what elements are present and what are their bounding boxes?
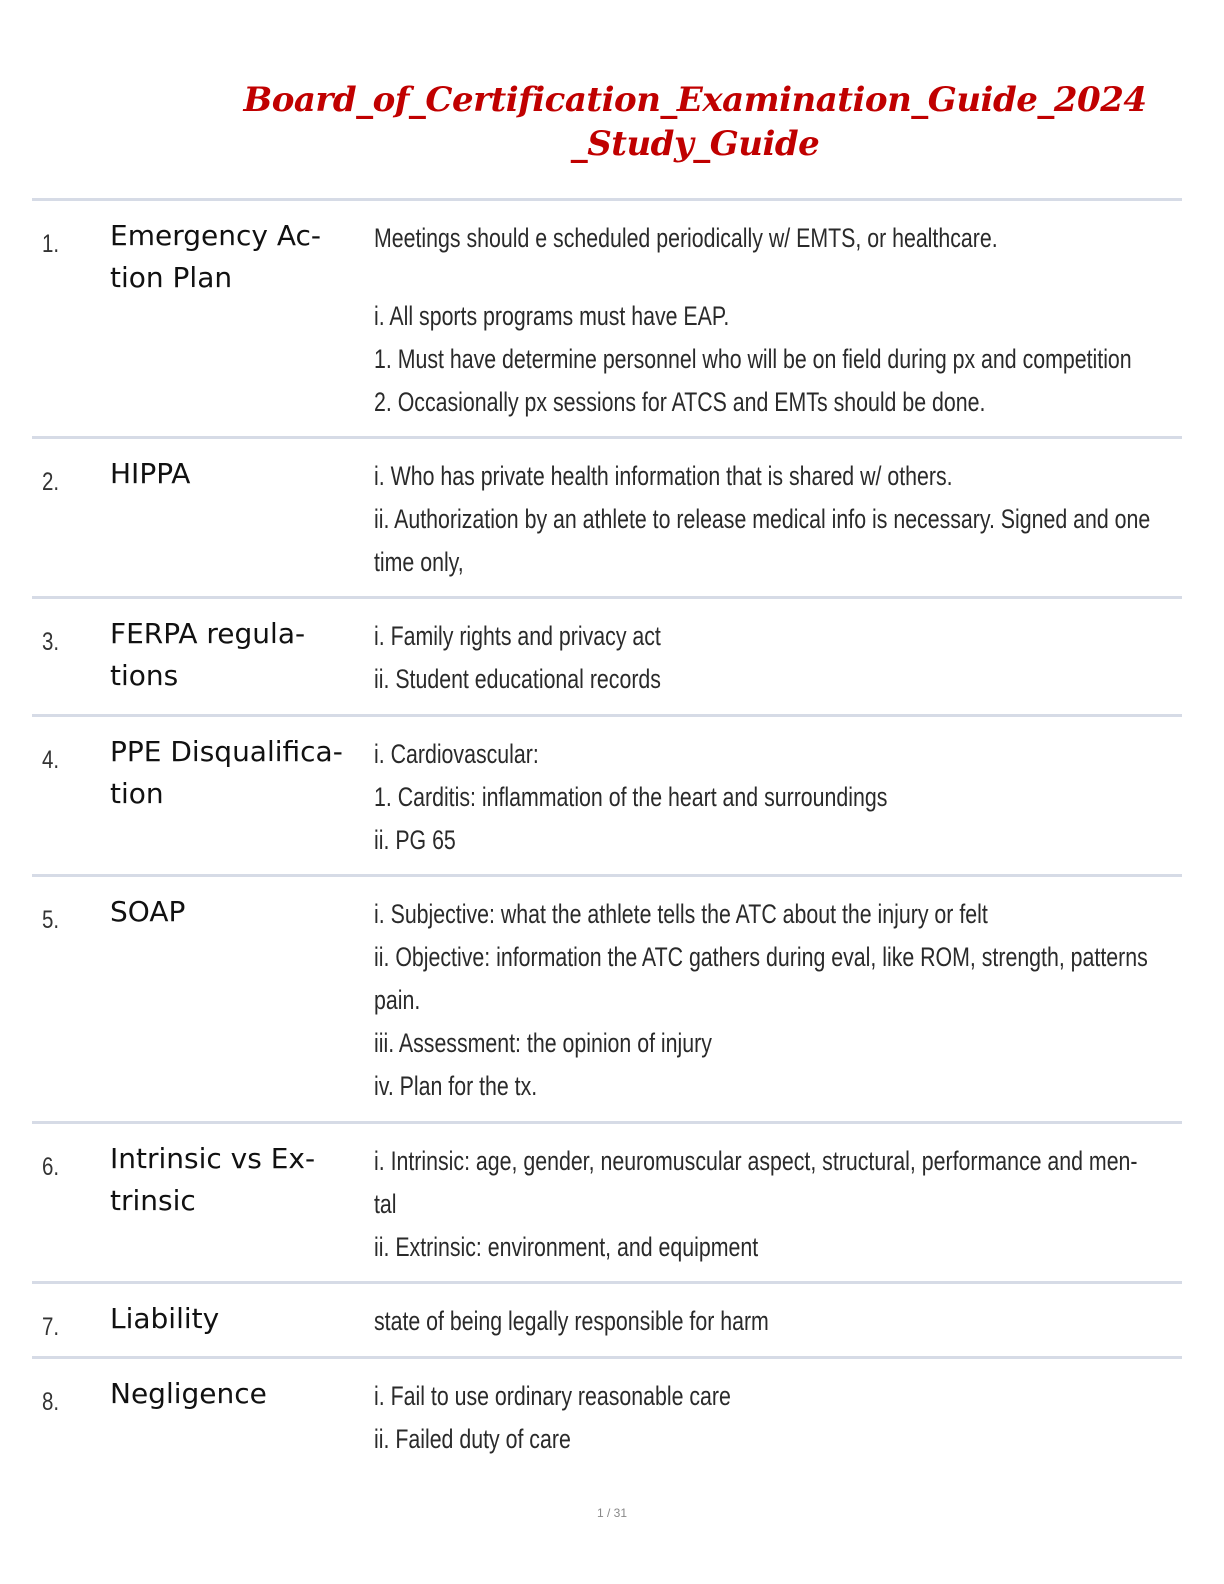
description-line: i. All sports programs must have EAP. [374, 301, 730, 331]
row-number: 5. [42, 906, 60, 934]
description-line: i. Cardiovascular: [374, 739, 539, 769]
description-line: Meetings should e scheduled periodically w/ EMTS, or healthcare. [374, 223, 998, 253]
description-line: ii. Student educational records [374, 664, 661, 694]
row-term [110, 215, 360, 299]
description-line: time only, [374, 547, 464, 577]
term-line: Emergency Ac- [110, 219, 321, 252]
title-line-2: _Study_Guide [570, 124, 820, 164]
term-line: Intrinsic vs Ex- [110, 1142, 316, 1175]
row-description [374, 733, 1164, 862]
row-term [110, 613, 360, 697]
page-number: 1 / 31 [596, 1506, 628, 1520]
row-description [374, 455, 1164, 584]
table-row [32, 1124, 1182, 1281]
paragraph-gap [374, 260, 1164, 295]
description-line: ii. Failed duty of care [374, 1424, 571, 1454]
table-row [32, 439, 1182, 596]
row-description [374, 615, 1164, 701]
term-line: PPE Disqualifica- [110, 735, 343, 768]
description-line: i. Fail to use ordinary reasonable care [374, 1381, 731, 1411]
row-term [110, 891, 360, 933]
row-number: 4. [42, 746, 60, 774]
row-description [374, 1140, 1164, 1269]
description-line: 1. Must have determine personnel who will be on field during px and competition [374, 344, 1132, 374]
term-line: tions [110, 659, 179, 692]
row-number: 3. [42, 628, 60, 656]
term-line: tion [110, 777, 164, 810]
row-term [110, 731, 360, 815]
row-number: 6. [42, 1153, 60, 1181]
term-line: trinsic [110, 1184, 196, 1217]
description-line: ii. Objective: information the ATC gathers during eval, like ROM, strength, patterns [374, 942, 1148, 972]
description-line: iv. Plan for the tx. [374, 1071, 538, 1101]
row-description [374, 217, 1164, 424]
term-line: SOAP [110, 895, 186, 928]
description-line: pain. [374, 985, 421, 1015]
table-row [32, 599, 1182, 714]
description-line: ii. PG 65 [374, 825, 456, 855]
row-number: 7. [42, 1313, 60, 1341]
term-line: FERPA regula- [110, 617, 306, 650]
row-description [374, 1300, 1164, 1343]
study-guide-table [32, 198, 1182, 1469]
description-line: state of being legally responsible for harm [374, 1306, 769, 1336]
description-line: tal [374, 1189, 397, 1219]
row-term [110, 1298, 360, 1340]
row-number: 8. [42, 1388, 60, 1416]
row-term [110, 1373, 360, 1415]
row-number: 1. [42, 230, 60, 258]
row-term [110, 453, 360, 495]
table-row [32, 1284, 1182, 1356]
table-row [32, 717, 1182, 874]
row-term [110, 1138, 360, 1222]
description-line: ii. Extrinsic: environment, and equipment [374, 1232, 759, 1262]
title-line-1: Board_of_Certification_Examination_Guide_2024 [243, 80, 1147, 120]
description-line: i. Intrinsic: age, gender, neuromuscular aspect, structural, performance and men- [374, 1146, 1138, 1176]
term-line: tion Plan [110, 261, 233, 294]
description-line: ii. Authorization by an athlete to release medical info is necessary. Signed and one [374, 504, 1151, 534]
description-line: i. Family rights and privacy act [374, 621, 661, 651]
table-row [32, 1359, 1182, 1469]
description-line: iii. Assessment: the opinion of injury [374, 1028, 712, 1058]
description-line: 2. Occasionally px sessions for ATCS and EMTs should be done. [374, 387, 986, 417]
description-line: i. Who has private health information that is shared w/ others. [374, 461, 953, 491]
row-number: 2. [42, 468, 60, 496]
table-row [32, 877, 1182, 1121]
term-line: Negligence [110, 1377, 267, 1410]
description-line: i. Subjective: what the athlete tells the ATC about the injury or felt [374, 899, 988, 929]
row-description [374, 1375, 1164, 1461]
description-line: 1. Carditis: inflammation of the heart and surroundings [374, 782, 888, 812]
document-title [240, 78, 1150, 166]
term-line: HIPPA [110, 457, 191, 490]
table-row [32, 201, 1182, 436]
term-line: Liability [110, 1302, 220, 1335]
row-description [374, 893, 1164, 1108]
